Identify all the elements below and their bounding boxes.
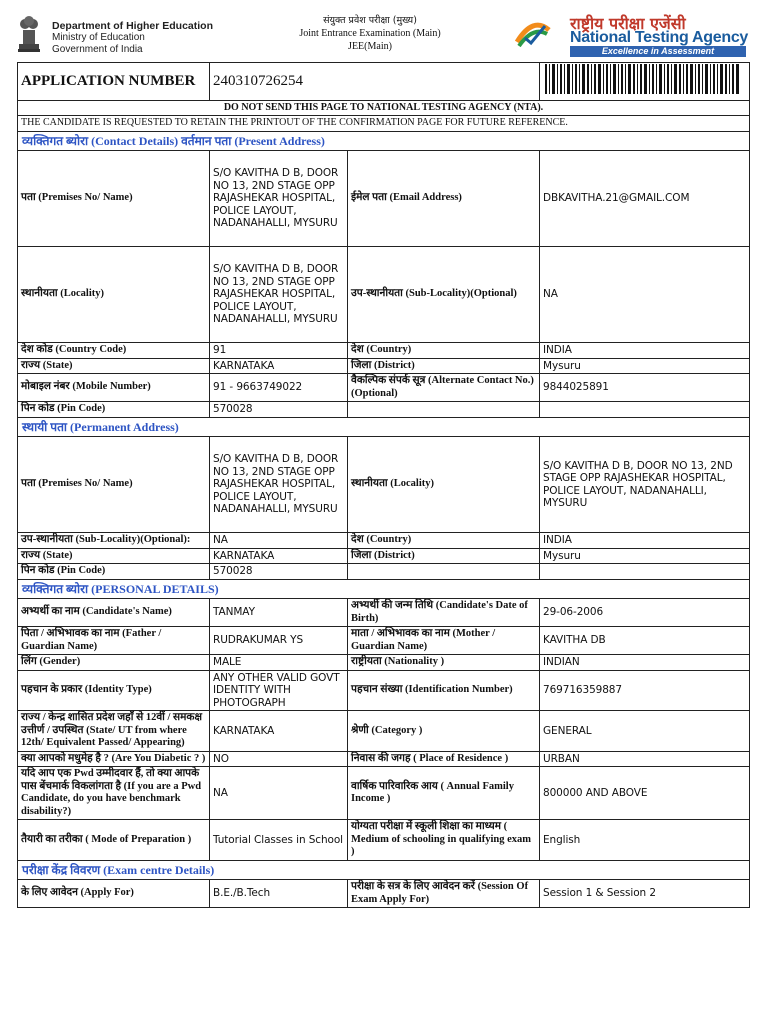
notice-row	[18, 100, 750, 116]
field-label: लिंग (Gender)	[18, 655, 210, 671]
field-label: स्थानीयता (Locality)	[18, 247, 210, 343]
field-value: DBKAVITHA.21@GMAIL.COM	[540, 151, 750, 247]
field-value: TANMAY	[210, 599, 348, 627]
empty-cell	[348, 564, 540, 580]
table-row	[18, 564, 750, 580]
field-value: NA	[540, 247, 750, 343]
field-label: उप-स्थानीयता (Sub-Locality)(Optional)	[348, 247, 540, 343]
field-label: योग्यता परीक्षा में स्कूली शिक्षा का माध्यम ( Medium of schooling in qualifying exam )	[348, 820, 540, 861]
table-row	[18, 627, 750, 655]
table-row	[18, 247, 750, 343]
field-value: KAVITHA DB	[540, 627, 750, 655]
section-permanent-address: स्थायी पता (Permanent Address)	[18, 417, 750, 437]
section-personal-details: व्यक्तिगत ब्योरा (PERSONAL DETAILS)	[18, 579, 750, 599]
field-label: यदि आप एक Pwd उम्मीदवार हैं, तो क्या आपके पास बेंचमार्क विकलांगता है (If you are a Pwd Candidate, do you have benchmark disability?)	[18, 767, 210, 820]
table-row	[18, 880, 750, 908]
field-label: के लिए आवेदन (Apply For)	[18, 880, 210, 908]
field-value: 769716359887	[540, 670, 750, 711]
field-value: INDIA	[540, 533, 750, 549]
empty-cell	[540, 402, 750, 418]
field-value: S/O KAVITHA D B, DOOR NO 13, 2ND STAGE OPP RAJASHEKAR HOSPITAL, POLICE LAYOUT, NADANAHALLI, MYSURU	[210, 247, 348, 343]
barcode-icon	[543, 64, 743, 94]
application-number: 240310726254	[210, 63, 540, 101]
field-label: राज्य / केन्द्र शासित प्रदेश जहाँ से 12वीं / समकक्ष उत्तीर्ण / उपस्थित (State/ UT from where 12th/ Equivalent Passed/ Appearing)	[18, 711, 210, 752]
table-row	[18, 402, 750, 418]
field-label: तैयारी का तरीका ( Mode of Preparation )	[18, 820, 210, 861]
state-emblem-icon	[16, 14, 42, 54]
field-label: माता / अभिभावक का नाम (Mother / Guardian Name)	[348, 627, 540, 655]
empty-cell	[348, 402, 540, 418]
field-value: S/O KAVITHA D B, DOOR NO 13, 2ND STAGE OPP RAJASHEKAR HOSPITAL, POLICE LAYOUT, NADANAHALLI, MYSURU	[210, 151, 348, 247]
empty-cell	[540, 564, 750, 580]
exam-title	[250, 14, 490, 53]
table-row	[18, 751, 750, 767]
field-value: 9844025891	[540, 374, 750, 402]
table-row	[18, 711, 750, 752]
field-label: वार्षिक पारिवारिक आय ( Annual Family Income )	[348, 767, 540, 820]
field-value: INDIAN	[540, 655, 750, 671]
field-value: 800000 AND ABOVE	[540, 767, 750, 820]
field-label: परीक्षा के सत्र के लिए आवेदन करें (Session Of Exam Apply For)	[348, 880, 540, 908]
field-value: NO	[210, 751, 348, 767]
nta-logo-icon	[515, 20, 551, 48]
field-value: GENERAL	[540, 711, 750, 752]
field-label: राज्य (State)	[18, 548, 210, 564]
exam-title-english: Joint Entrance Examination (Main)	[299, 28, 441, 39]
field-label: देश (Country)	[348, 343, 540, 359]
department-block	[52, 20, 213, 56]
field-label: पिन कोड (Pin Code)	[18, 564, 210, 580]
table-row	[18, 655, 750, 671]
field-value: URBAN	[540, 751, 750, 767]
field-value: B.E./B.Tech	[210, 880, 348, 908]
field-value: 91	[210, 343, 348, 359]
field-value: RUDRAKUMAR YS	[210, 627, 348, 655]
field-label: पहचान संख्या (Identification Number)	[348, 670, 540, 711]
section-header-row	[18, 131, 750, 151]
table-row	[18, 374, 750, 402]
field-label: राज्य (State)	[18, 358, 210, 374]
field-label: स्थानीयता (Locality)	[348, 437, 540, 533]
retain-row	[18, 116, 750, 132]
field-value: Session 1 & Session 2	[540, 880, 750, 908]
page-header	[0, 0, 768, 62]
field-label: निवास की जगह ( Place of Residence )	[348, 751, 540, 767]
field-label: देश कोड (Country Code)	[18, 343, 210, 359]
section-exam-centre: परीक्षा केंद्र विवरण (Exam centre Details)	[18, 860, 750, 880]
field-value: Mysuru	[540, 358, 750, 374]
field-value: KARNATAKA	[210, 358, 348, 374]
table-row	[18, 437, 750, 533]
nta-name-english: National Testing Agency	[570, 29, 749, 46]
field-label: उप-स्थानीयता (Sub-Locality)(Optional):	[18, 533, 210, 549]
table-row	[18, 548, 750, 564]
table-row	[18, 533, 750, 549]
application-row	[18, 63, 750, 101]
field-value: 570028	[210, 564, 348, 580]
field-label: ईमेल पता (Email Address)	[348, 151, 540, 247]
field-value: NA	[210, 767, 348, 820]
do-not-send-notice: DO NOT SEND THIS PAGE TO NATIONAL TESTING AGENCY (NTA).	[18, 100, 750, 116]
field-value: 570028	[210, 402, 348, 418]
table-row	[18, 599, 750, 627]
field-label: पिन कोड (Pin Code)	[18, 402, 210, 418]
field-value: 29-06-2006	[540, 599, 750, 627]
table-row	[18, 670, 750, 711]
field-label: वैकल्पिक संपर्क सूत्र (Alternate Contact No.) (Optional)	[348, 374, 540, 402]
field-label: अभ्यर्थी का नाम (Candidate's Name)	[18, 599, 210, 627]
nta-name-hindi: राष्ट्रीय परीक्षा एजेंसी	[570, 14, 686, 33]
field-label: देश (Country)	[348, 533, 540, 549]
table-row	[18, 820, 750, 861]
dept-line3: Government of India	[52, 44, 143, 55]
field-value: KARNATAKA	[210, 548, 348, 564]
field-value: 91 - 9663749022	[210, 374, 348, 402]
field-label: पहचान के प्रकार (Identity Type)	[18, 670, 210, 711]
field-label: पिता / अभिभावक का नाम (Father / Guardian Name)	[18, 627, 210, 655]
dept-line2: Ministry of Education	[52, 32, 145, 43]
field-label: पता (Premises No/ Name)	[18, 437, 210, 533]
retain-notice: THE CANDIDATE IS REQUESTED TO RETAIN THE PRINTOUT OF THE CONFIRMATION PAGE FOR FUTURE REFERENCE.	[18, 116, 750, 132]
field-label: पता (Premises No/ Name)	[18, 151, 210, 247]
field-label: अभ्यर्थी की जन्म तिथि (Candidate's Date of Birth)	[348, 599, 540, 627]
nta-tagline: Excellence in Assessment	[570, 46, 746, 57]
confirmation-table	[17, 62, 750, 908]
field-value: KARNATAKA	[210, 711, 348, 752]
field-value: ANY OTHER VALID GOVT IDENTITY WITH PHOTOGRAPH	[210, 670, 348, 711]
table-row	[18, 151, 750, 247]
exam-title-hindi: संयुक्त प्रवेश परीक्षा (मुख्य)	[323, 15, 417, 26]
application-number-label: APPLICATION NUMBER	[18, 63, 210, 101]
table-row	[18, 767, 750, 820]
table-row	[18, 358, 750, 374]
field-value: Mysuru	[540, 548, 750, 564]
dept-line1: Department of Higher Education	[52, 20, 214, 32]
field-value: MALE	[210, 655, 348, 671]
field-value: NA	[210, 533, 348, 549]
field-label: जिला (District)	[348, 358, 540, 374]
exam-title-short: JEE(Main)	[348, 41, 392, 52]
field-value: Tutorial Classes in School	[210, 820, 348, 861]
field-value: English	[540, 820, 750, 861]
field-label: क्या आपको मधुमेह है ? (Are You Diabetic ? )	[18, 751, 210, 767]
field-value: INDIA	[540, 343, 750, 359]
section-header-row	[18, 417, 750, 437]
section-header-row	[18, 860, 750, 880]
table-row	[18, 343, 750, 359]
field-value: S/O KAVITHA D B, DOOR NO 13, 2ND STAGE OPP RAJASHEKAR HOSPITAL, POLICE LAYOUT, NADANAHALLI, MYSURU	[540, 437, 750, 533]
section-header-row	[18, 579, 750, 599]
barcode-cell	[540, 63, 750, 101]
field-label: जिला (District)	[348, 548, 540, 564]
field-value: S/O KAVITHA D B, DOOR NO 13, 2ND STAGE OPP RAJASHEKAR HOSPITAL, POLICE LAYOUT, NADANAHALLI, MYSURU	[210, 437, 348, 533]
field-label: राष्ट्रीयता (Nationality )	[348, 655, 540, 671]
section-present-address: व्यक्तिगत ब्योरा (Contact Details) वर्तमान पता (Present Address)	[18, 131, 750, 151]
field-label: श्रेणी (Category )	[348, 711, 540, 752]
field-label: मोबाइल नंबर (Mobile Number)	[18, 374, 210, 402]
